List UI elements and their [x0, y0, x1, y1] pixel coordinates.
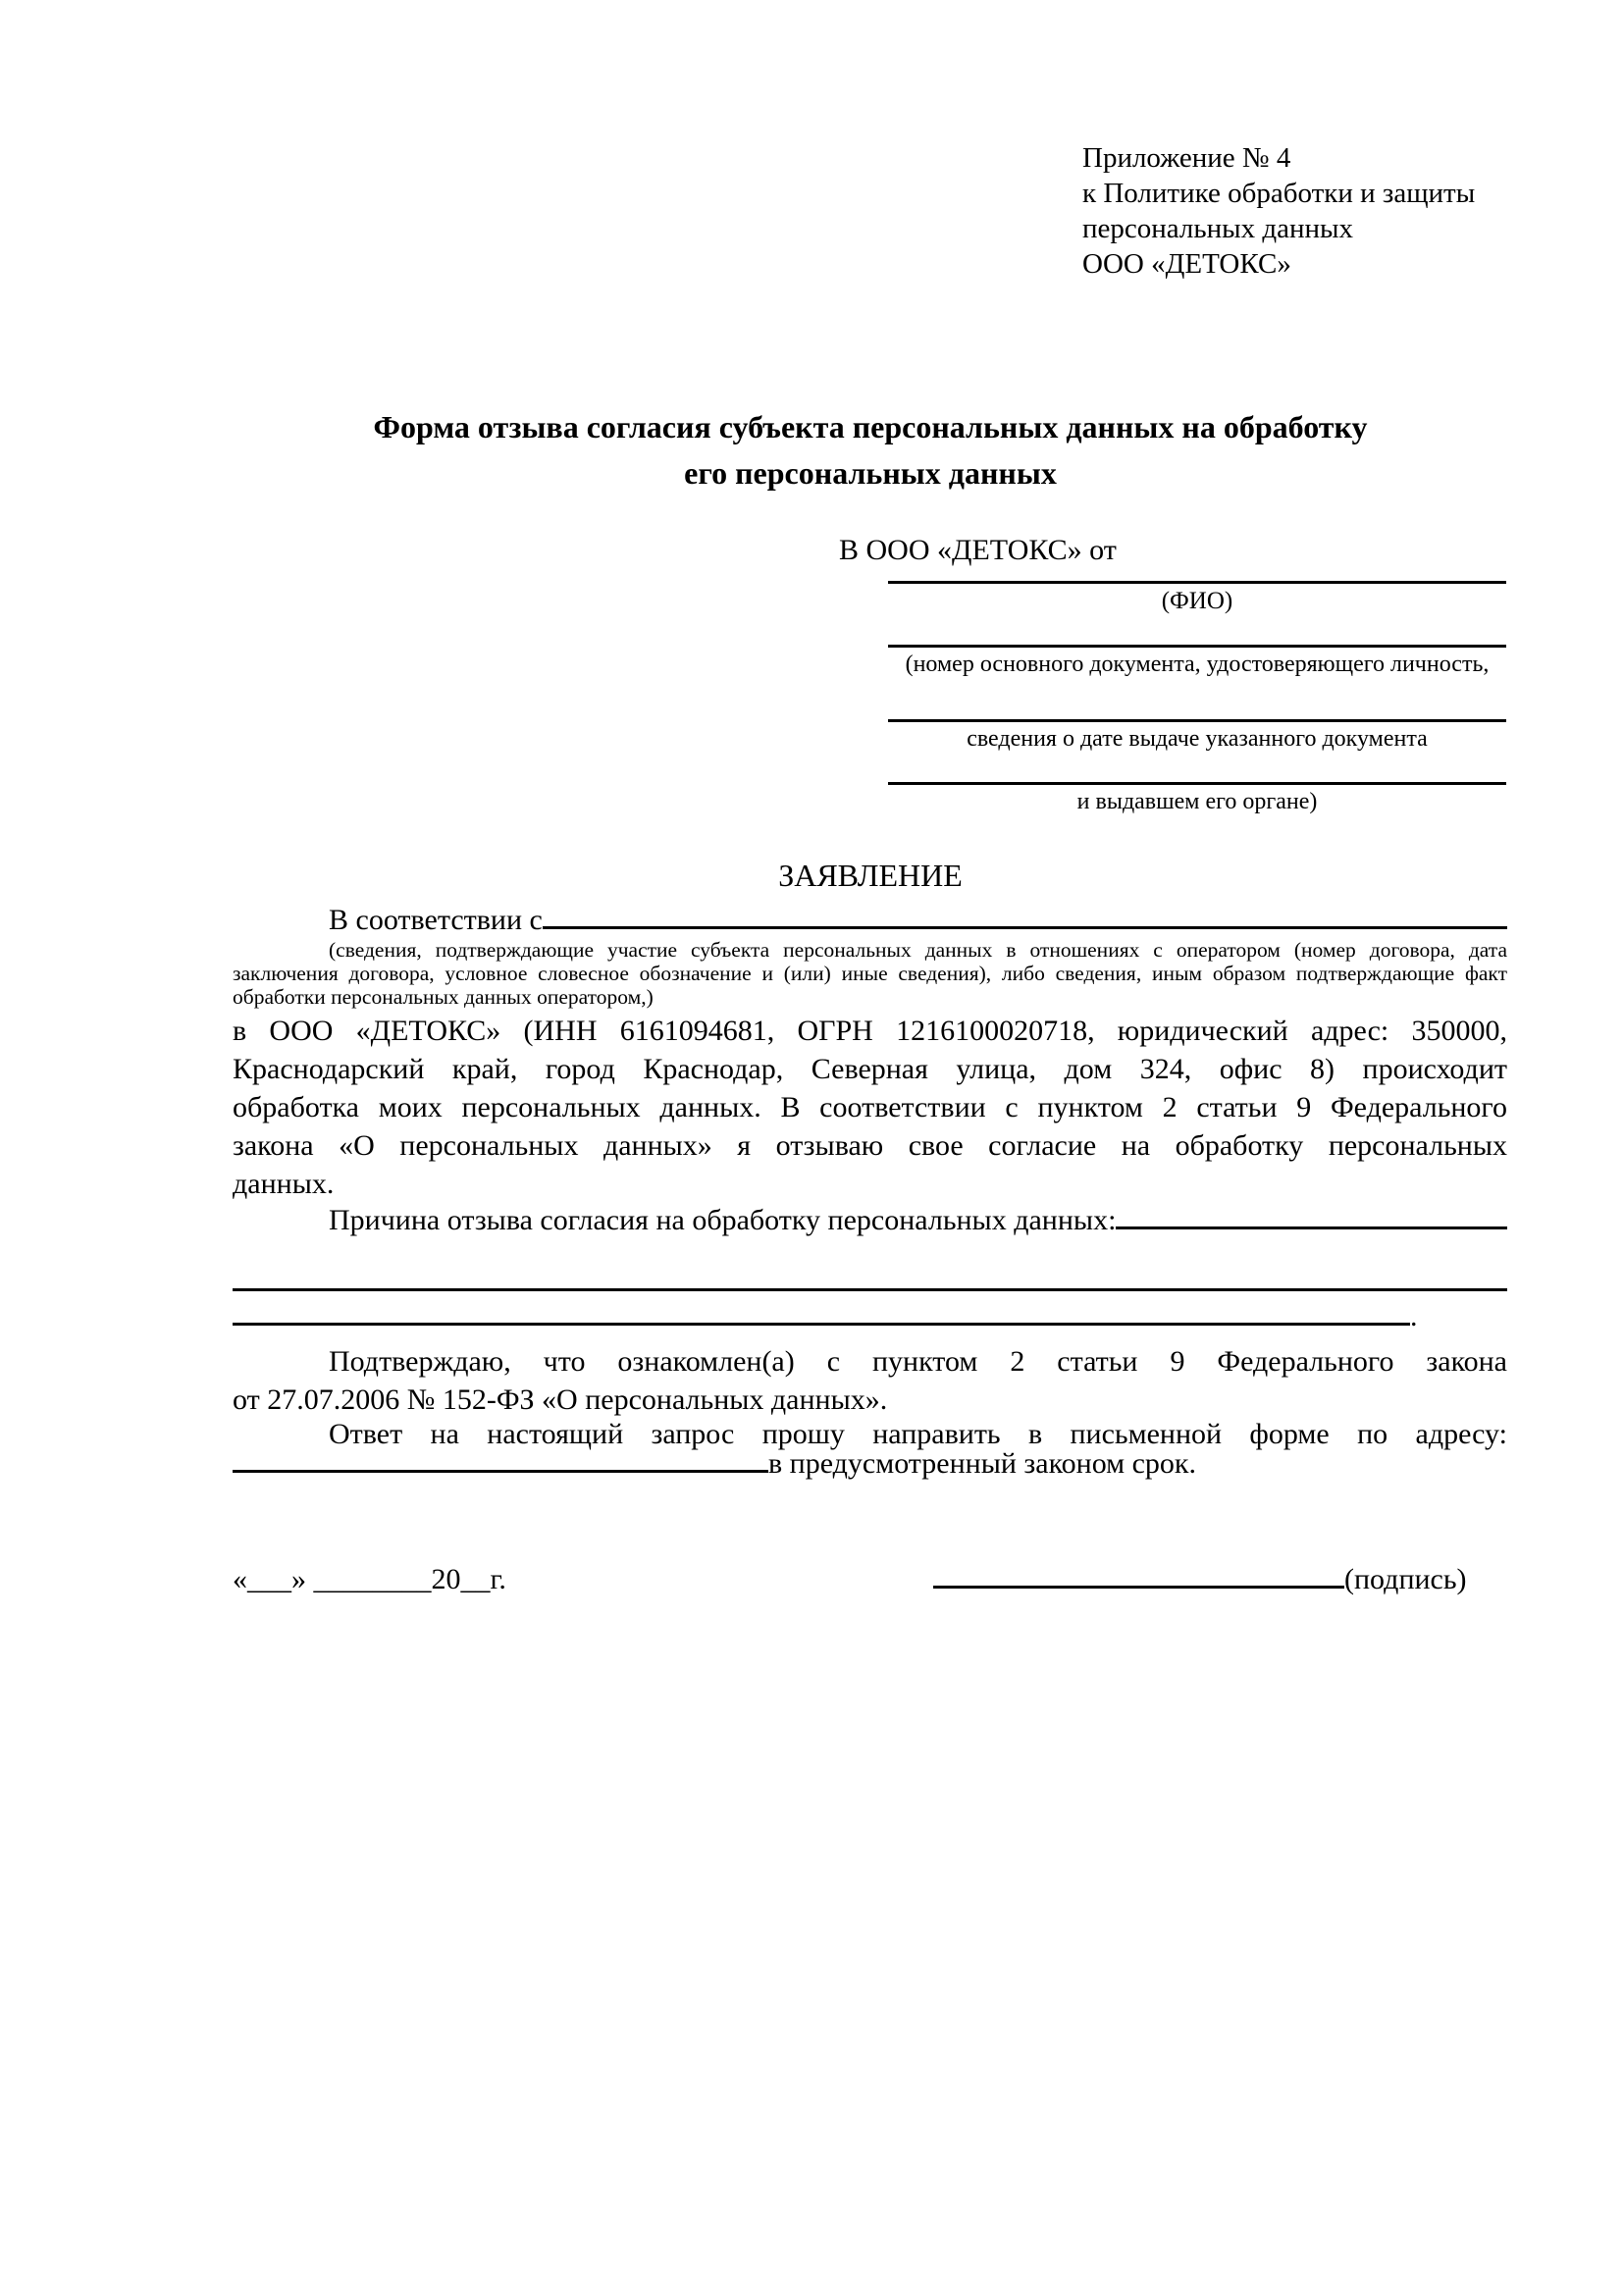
appendix-header-line-2: к Политике обработки и защиты	[1082, 178, 1476, 209]
issuing-authority-label: и выдавшем его органе)	[1076, 789, 1318, 814]
body-line-5: данных.	[233, 1168, 335, 1200]
document-title-line-2: его персональных данных	[684, 455, 1057, 491]
intro-prefix: В соответствии с	[329, 904, 543, 936]
document-title	[233, 404, 1508, 496]
confirm-line-1: Подтверждаю, что ознакомлен(а) с пунктом 2 статьи 9 Федерального закона	[329, 1345, 1507, 1378]
body-paragraph	[233, 1012, 1507, 1203]
document-title-line-1: Форма отзыва согласия субъекта персональных данных на обработку	[373, 409, 1368, 444]
signature-line	[933, 1564, 1467, 1595]
signature-blank-line	[933, 1579, 1344, 1589]
appendix-header-line-3: персональных данных	[1082, 213, 1354, 244]
footnote	[233, 938, 1507, 1009]
reply-request-line: Ответ на настоящий запрос прошу направить в письменной форме по адресу:	[329, 1418, 1507, 1450]
appendix-header-line-1: Приложение № 4	[1082, 142, 1291, 174]
issuing-authority-blank-line	[888, 782, 1506, 785]
confirm-paragraph	[233, 1342, 1507, 1419]
body-line-3: обработка моих персональных данных. В соответствии с пунктом 2 статьи 9 Федерального	[233, 1091, 1507, 1123]
footnote-line-2: заключения договора, условное словесное обозначение и (или) иные сведения), либо сведения, иным образом подтверждающие факт	[233, 962, 1507, 985]
footnote-line-3: обработки персональных данных оператором,)	[233, 985, 654, 1009]
statement-heading: ЗАЯВЛЕНИЕ	[778, 858, 963, 893]
reply-address-blank-line	[233, 1463, 768, 1473]
appendix-header	[1082, 140, 1475, 282]
fio-blank-line	[888, 581, 1506, 584]
reason-line	[233, 1205, 1507, 1236]
confirm-line-2: от 27.07.2006 № 152-ФЗ «О персональных данных».	[233, 1383, 888, 1416]
reason-blank-line	[1116, 1220, 1507, 1229]
body-line-4: закона «О персональных данных» я отзываю свое согласие на обработку персональных	[233, 1129, 1507, 1162]
issue-date-label: сведения о дате выдаче указанного документа	[967, 726, 1428, 752]
reason-extra-blank-line-2	[233, 1301, 1507, 1332]
reason-period: .	[1410, 1300, 1418, 1332]
addressee-to-line: В ООО «ДЕТОКС» от	[839, 534, 1117, 566]
document-number-blank-line	[888, 645, 1506, 648]
document-number-label: (номер основного документа, удостоверяющего личность,	[905, 652, 1490, 677]
appendix-header-line-4: ООО «ДЕТОКС»	[1082, 248, 1291, 280]
body-line-2: Краснодарский край, город Краснодар, Северная улица, дом 324, офис 8) происходит	[233, 1053, 1507, 1085]
footnote-line-1: (сведения, подтверждающие участие субъекта персональных данных в отношениях с оператором (номер договора, дата	[329, 938, 1507, 962]
issue-date-blank-line	[888, 719, 1506, 722]
intro-line	[233, 905, 1507, 936]
reply-address-line	[233, 1448, 1507, 1480]
date-blank: «___» ________20__г.	[233, 1563, 506, 1595]
reason-prefix: Причина отзыва согласия на обработку персональных данных:	[329, 1204, 1117, 1236]
signature-label: (подпись)	[1344, 1563, 1467, 1595]
intro-blank-line	[543, 919, 1507, 929]
reason-extra-blank-line-1	[233, 1288, 1507, 1291]
fio-label: (ФИО)	[1161, 588, 1233, 614]
reason-extra-blank	[233, 1316, 1410, 1326]
body-line-1: в ООО «ДЕТОКС» (ИНН 6161094681, ОГРН 1216100020718, юридический адрес: 350000,	[233, 1015, 1507, 1047]
reply-tail: в предусмотренный законом срок.	[768, 1447, 1196, 1480]
